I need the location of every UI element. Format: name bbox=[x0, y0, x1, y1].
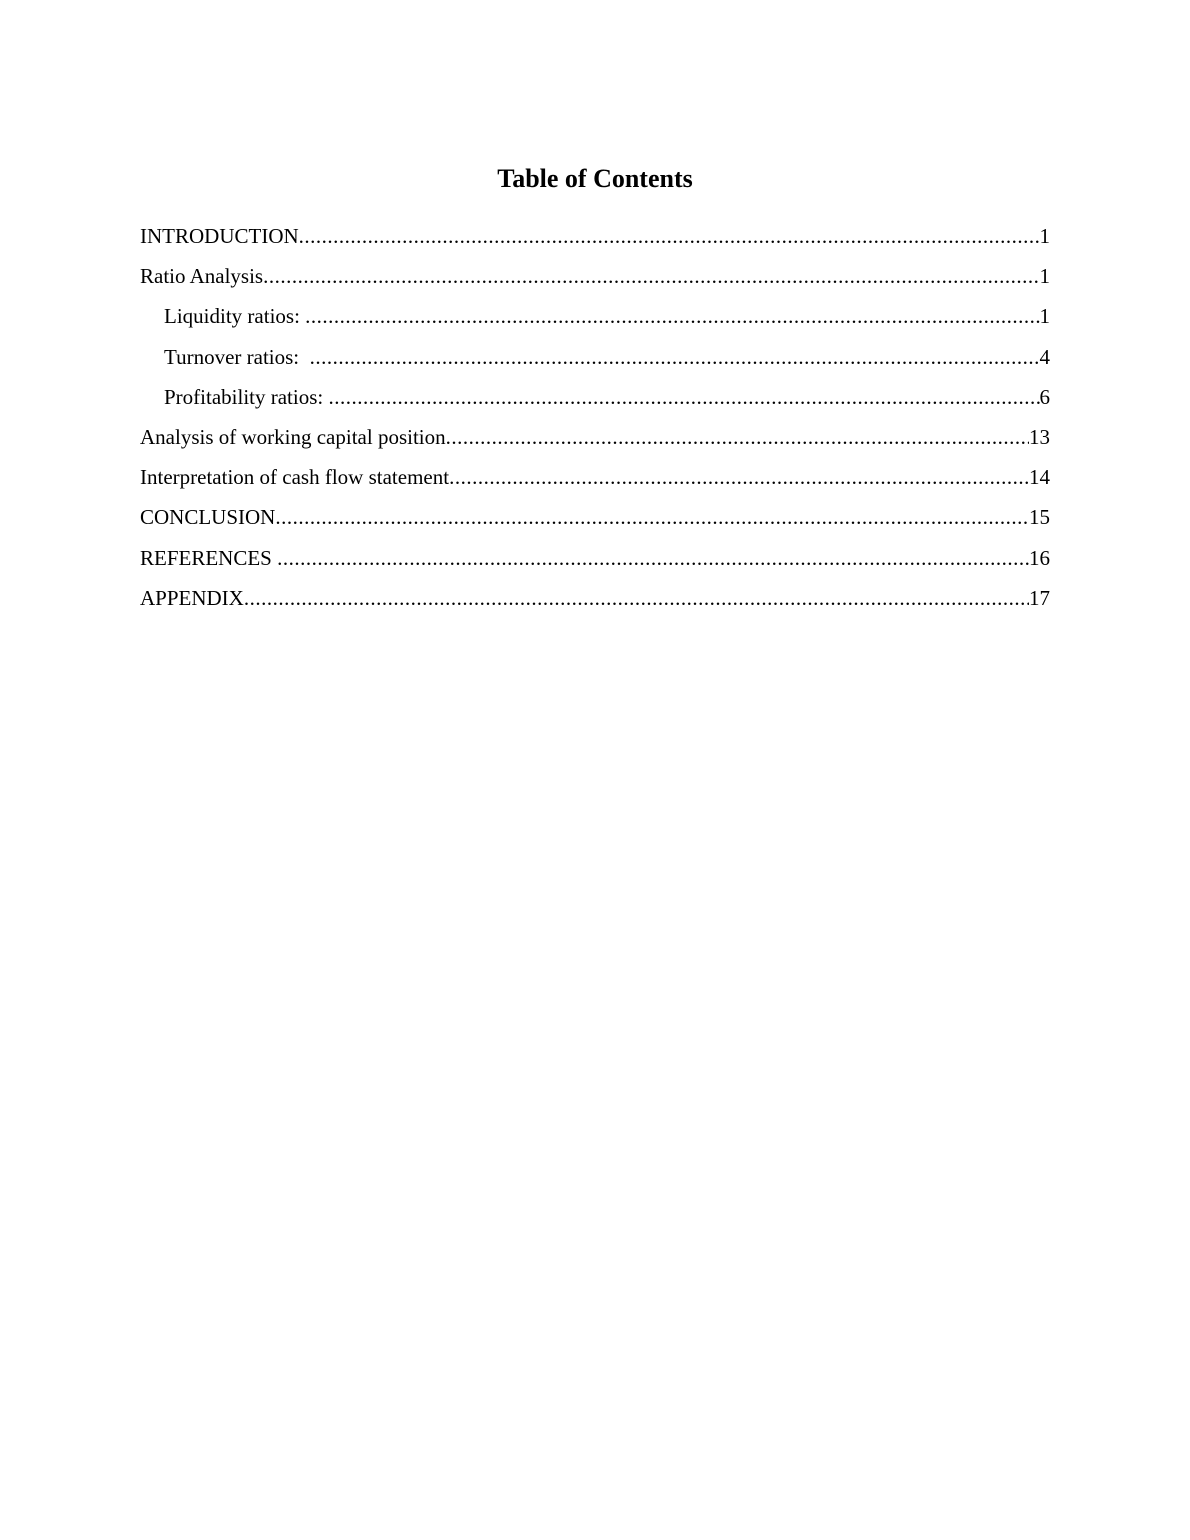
toc-dot-leader bbox=[449, 462, 1029, 492]
toc-dot-leader bbox=[310, 342, 1040, 372]
toc-entry-label: Liquidity ratios: bbox=[164, 304, 306, 329]
toc-entry-working-capital[interactable] bbox=[140, 422, 1050, 462]
toc-entry-turnover-ratios[interactable] bbox=[140, 342, 1050, 382]
toc-entry-ratio-analysis[interactable] bbox=[140, 261, 1050, 301]
toc-entry-conclusion[interactable] bbox=[140, 502, 1050, 542]
toc-entry-label: REFERENCES bbox=[140, 545, 278, 570]
toc-entry-references[interactable] bbox=[140, 543, 1050, 583]
toc-entry-introduction[interactable] bbox=[140, 221, 1050, 261]
toc-dot-leader bbox=[263, 261, 1039, 291]
toc-entry-page: 1 bbox=[1039, 224, 1050, 248]
toc-entry-label: Profitability ratios: bbox=[164, 384, 329, 409]
toc-dot-leader bbox=[275, 502, 1029, 532]
toc-entry-page: 14 bbox=[1029, 465, 1050, 490]
toc-entry-cash-flow[interactable] bbox=[140, 462, 1050, 502]
toc-dot-leader bbox=[299, 221, 1040, 251]
toc-entry-page: 16 bbox=[1029, 545, 1050, 570]
toc-entry-page: 4 bbox=[1039, 344, 1050, 369]
toc-dot-leader bbox=[446, 422, 1029, 452]
toc-dot-leader bbox=[244, 583, 1029, 613]
toc-entry-page: 15 bbox=[1029, 505, 1050, 530]
toc-list bbox=[140, 221, 1050, 623]
toc-entry-label: APPENDIX bbox=[140, 585, 244, 610]
toc-dot-leader bbox=[277, 543, 1029, 573]
toc-entry-page: 17 bbox=[1029, 585, 1050, 610]
toc-entry-page: 1 bbox=[1039, 264, 1050, 289]
toc-entry-label: Analysis of working capital position bbox=[140, 424, 446, 449]
toc-entry-label: CONCLUSION bbox=[140, 505, 276, 530]
toc-entry-profitability-ratios[interactable] bbox=[140, 382, 1050, 422]
toc-dot-leader bbox=[305, 301, 1039, 331]
toc-entry-label: Ratio Analysis bbox=[140, 264, 264, 289]
toc-entry-label: INTRODUCTION bbox=[140, 224, 299, 248]
toc-entry-label: Turnover ratios: bbox=[164, 344, 310, 369]
toc-title: Table of Contents bbox=[497, 164, 693, 193]
toc-entry-page: 13 bbox=[1029, 424, 1050, 449]
toc-entry-liquidity-ratios[interactable] bbox=[140, 301, 1050, 341]
toc-dot-leader bbox=[328, 382, 1039, 412]
toc-entry-appendix[interactable] bbox=[140, 583, 1050, 623]
toc-entry-page: 6 bbox=[1039, 384, 1050, 409]
toc-entry-label: Interpretation of cash flow statement bbox=[140, 465, 450, 490]
toc-entry-page: 1 bbox=[1039, 304, 1050, 329]
